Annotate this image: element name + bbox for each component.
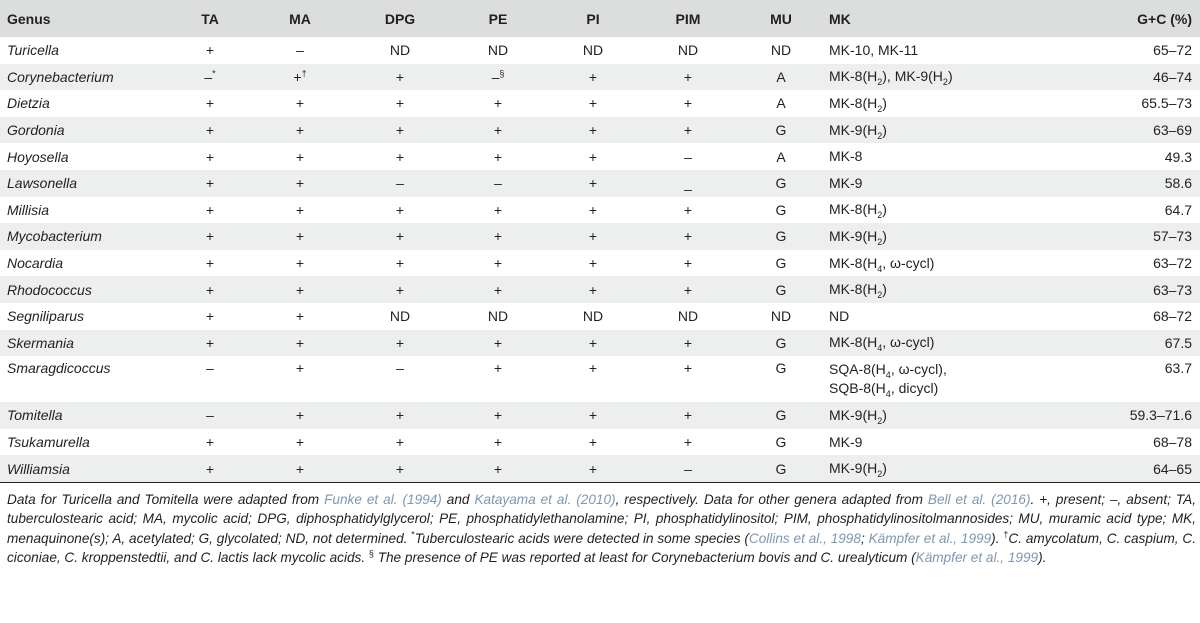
cell-mu: G	[775, 407, 787, 424]
cell-genus: Rhodococcus	[7, 281, 92, 298]
cell-pe: –	[494, 175, 502, 192]
table-row	[0, 455, 1200, 482]
cell-dpg: +	[395, 434, 405, 451]
cell-pe: ND	[487, 42, 509, 59]
cell-ma: +†	[293, 68, 307, 85]
cell-pi: +	[588, 360, 598, 377]
cell-gc: 65–72	[1153, 42, 1192, 59]
cell-gc: 63.7	[1164, 360, 1192, 377]
cell-ta: –*	[204, 68, 216, 85]
cell-genus: Corynebacterium	[7, 68, 114, 85]
cell-gc: 63–73	[1153, 281, 1192, 298]
table-row	[0, 64, 1200, 91]
cell-genus: Turicella	[7, 42, 59, 59]
cell-pim: +	[683, 68, 693, 85]
cell-pi: +	[588, 228, 598, 245]
cell-dpg: +	[395, 460, 405, 477]
table-row	[0, 330, 1200, 357]
cell-pe: +	[493, 281, 503, 298]
table-row	[0, 90, 1200, 117]
cell-genus: Lawsonella	[7, 175, 78, 192]
cell-gc: 63–69	[1153, 122, 1192, 139]
cell-ta: +	[205, 122, 215, 139]
table-row	[0, 303, 1200, 330]
cell-mu: G	[775, 460, 787, 477]
cell-dpg: +	[395, 281, 405, 298]
cell-mk	[826, 303, 1036, 330]
cell-mu: ND	[770, 42, 792, 59]
cell-ta: –	[206, 407, 214, 424]
cell-pi: +	[588, 407, 598, 424]
cell-mk	[826, 223, 1036, 250]
cell-pim: –	[684, 148, 692, 165]
citation-link[interactable]: Kämpfer et al., 1999	[868, 530, 992, 546]
cell-dpg: +	[395, 407, 405, 424]
cell-gc: 64–65	[1153, 460, 1192, 477]
cell-mk	[826, 356, 1036, 402]
cell-mk-line: SQA-$8(H_4$, ω-cycl),	[829, 361, 947, 380]
cell-dpg: +	[395, 68, 405, 85]
cell-mk	[826, 170, 1036, 197]
header-dpg: DPG	[384, 10, 416, 27]
cell-ta: +	[205, 148, 215, 165]
cell-gc: 65.5–73	[1141, 95, 1192, 112]
cell-pim: +	[683, 281, 693, 298]
cell-pe: +	[493, 360, 503, 377]
cell-pe: +	[493, 460, 503, 477]
cell-ma: +	[295, 281, 305, 298]
cell-mk-line: SQB-$8(H_4$, dicycl)	[829, 380, 939, 399]
cell-mk	[826, 197, 1036, 224]
cell-mu: G	[775, 228, 787, 245]
footnote-text: ).	[991, 530, 1004, 546]
header-ta: TA	[201, 10, 219, 27]
cell-ta: +	[205, 42, 215, 59]
cell-pi: +	[588, 255, 598, 272]
cell-ta: +	[205, 334, 215, 351]
cell-pim: +	[683, 434, 693, 451]
cell-pi: +	[588, 434, 598, 451]
cell-mu: A	[776, 95, 786, 112]
cell-pe: +	[493, 201, 503, 218]
cell-genus: Dietzia	[7, 95, 50, 112]
cell-ta: +	[205, 95, 215, 112]
cell-gc: 59.3–71.6	[1129, 407, 1192, 424]
cell-genus: Segniliparus	[7, 308, 85, 325]
cell-pim: ND	[677, 42, 699, 59]
cell-pi: +	[588, 175, 598, 192]
cell-ta: +	[205, 281, 215, 298]
cell-dpg: –	[396, 175, 404, 192]
citation-link[interactable]: Katayama et al. (2010)	[474, 491, 616, 507]
table-row	[0, 143, 1200, 170]
cell-pe: +	[493, 407, 503, 424]
table-row	[0, 356, 1200, 402]
cell-gc: 57–73	[1153, 228, 1192, 245]
cell-pim: +	[683, 407, 693, 424]
cell-pi: +	[588, 460, 598, 477]
table-row	[0, 402, 1200, 429]
cell-mu: G	[775, 255, 787, 272]
cell-dpg: +	[395, 201, 405, 218]
cell-mk-line: $MK-8(H_2)$	[829, 94, 887, 114]
cell-mk	[826, 90, 1036, 117]
cell-gc: 58.6	[1164, 175, 1192, 192]
cell-mu: A	[776, 148, 786, 165]
footnote-symbol: §	[368, 548, 374, 559]
cell-ta: +	[205, 175, 215, 192]
cell-genus: Mycobacterium	[7, 228, 102, 245]
header-gc: G+C (%)	[1137, 10, 1192, 27]
cell-ma: +	[295, 434, 305, 451]
citation-link[interactable]: Kämpfer et al., 1999	[915, 550, 1039, 566]
footnote-text: . +, present; –, absent; TA, tuberculostearic acid; MA, mycolic acid; DPG, diphosphatidylglycerol; PE, phosphatidylethanolamine; PI, phosphatidylinositol; PIM, phosphatidylinositolmannosides; MU, muramic acid type; MK, menaquinone(s); A, acetylated; G, glycolated; ND, not determined.	[7, 491, 1197, 546]
cell-pe: +	[493, 95, 503, 112]
cell-mk	[826, 143, 1036, 170]
cell-pi: +	[588, 95, 598, 112]
cell-mk-line: $MK-9(H_2)$	[829, 460, 887, 479]
cell-ma: +	[295, 228, 305, 245]
footnote-text: ;	[860, 530, 869, 546]
cell-ta: –	[206, 360, 214, 377]
cell-mk-line: $MK-9(H_2)$	[829, 227, 887, 247]
table-body	[0, 37, 1200, 482]
cell-pi: ND	[582, 308, 604, 325]
footnote-text: , respectively. Data for other genera adapted from	[615, 491, 928, 507]
citation-link[interactable]: Bell et al. (2016)	[927, 491, 1031, 507]
cell-gc: 67.5	[1164, 334, 1192, 351]
cell-mu: G	[775, 281, 787, 298]
cell-pe: +	[493, 434, 503, 451]
cell-pe: –§	[491, 68, 505, 85]
cell-dpg: +	[395, 122, 405, 139]
cell-pim: +	[683, 360, 693, 377]
cell-ma: +	[295, 122, 305, 139]
cell-ta: +	[205, 228, 215, 245]
cell-genus: Millisia	[7, 201, 49, 218]
cell-mu: A	[776, 68, 786, 85]
table-row	[0, 170, 1200, 197]
table-row	[0, 223, 1200, 250]
cell-mu: G	[775, 434, 787, 451]
table-row	[0, 276, 1200, 303]
cell-ta: +	[205, 434, 215, 451]
cell-pi: +	[588, 68, 598, 85]
cell-ma: +	[295, 360, 305, 377]
table-header-row	[0, 0, 1200, 37]
footnote-text: ).	[1038, 550, 1047, 566]
footnote-text: C. amycolatum, C. caspium, C. ciconiae, C. kroppenstedtii, and C. lactis lack mycolic acids.	[7, 530, 1196, 566]
citation-link[interactable]: Collins et al., 1998	[748, 530, 861, 546]
cell-pim: +	[683, 228, 693, 245]
cell-pi: +	[588, 122, 598, 139]
cell-gc: 68–78	[1153, 434, 1192, 451]
citation-link[interactable]: Funke et al. (1994)	[324, 491, 442, 507]
cell-mu: G	[775, 334, 787, 351]
cell-ta: +	[205, 201, 215, 218]
footnote-text: The presence of PE was reported at least for Corynebacterium bovis and C. urealyticum (	[373, 550, 916, 566]
cell-mk-line: $MK-8(H_2)$	[829, 281, 887, 300]
cell-genus: Tsukamurella	[7, 434, 90, 451]
cell-dpg: +	[395, 334, 405, 351]
cell-pim: –	[684, 460, 692, 477]
cell-pe: ND	[487, 308, 509, 325]
cell-mk-line: $MK-9(H_2)$	[829, 406, 887, 426]
footnote-text: Data for Turicella and Tomitella were adapted from	[7, 491, 325, 507]
cell-mk-line: $MK-8(H_2)$	[829, 201, 887, 221]
footnote-text: Tuberculostearic acids were detected in some species (	[414, 530, 749, 546]
cell-mu: G	[775, 360, 787, 377]
cell-genus: Smaragdicoccus	[7, 360, 111, 377]
cell-ma: +	[295, 95, 305, 112]
cell-mk	[826, 402, 1036, 429]
cell-pi: +	[588, 201, 598, 218]
footnote-text: and	[441, 491, 475, 507]
cell-ta: +	[205, 308, 215, 325]
cell-pi: ND	[582, 42, 604, 59]
cell-pim: _	[684, 175, 692, 192]
cell-mk	[826, 37, 1036, 64]
cell-mu: G	[775, 122, 787, 139]
cell-genus: Nocardia	[7, 255, 64, 272]
cell-mu: G	[775, 175, 787, 192]
cell-pi: +	[588, 148, 598, 165]
table-row	[0, 117, 1200, 144]
cell-pe: +	[493, 255, 503, 272]
cell-pim: +	[683, 255, 693, 272]
header-mk: MK	[829, 10, 851, 27]
cell-gc: 64.7	[1164, 201, 1192, 218]
cell-gc: 49.3	[1164, 148, 1192, 165]
cell-ma: +	[295, 334, 305, 351]
cell-genus: Williamsia	[7, 460, 70, 477]
cell-mk-line: MK-8	[829, 148, 863, 165]
cell-ma: +	[295, 407, 305, 424]
table-footnote	[0, 483, 1200, 568]
cell-mk-line: $MK-9(H_2)$	[829, 121, 887, 141]
cell-pe: +	[493, 228, 503, 245]
cell-mk	[826, 455, 1036, 482]
cell-ma: +	[295, 460, 305, 477]
cell-mk	[826, 330, 1036, 357]
cell-mk	[826, 276, 1036, 303]
cell-mu: G	[775, 201, 787, 218]
cell-ma: +	[295, 148, 305, 165]
header-ma: MA	[289, 10, 311, 27]
footnote-symbol: *	[411, 529, 415, 540]
cell-mk-line: ND	[829, 307, 850, 324]
table-row	[0, 250, 1200, 277]
cell-dpg: +	[395, 95, 405, 112]
cell-mk-line: $MK-8(H_4$, ω-cycl)	[829, 334, 935, 354]
cell-pim: +	[683, 95, 693, 112]
cell-dpg: –	[396, 360, 404, 377]
cell-dpg: +	[395, 255, 405, 272]
cell-pim: ND	[677, 308, 699, 325]
table-row	[0, 197, 1200, 224]
cell-mk-line: $MK-8(H_4$, ω-cycl)	[829, 254, 935, 274]
cell-mk-line: MK-9	[829, 433, 863, 450]
cell-ma: +	[295, 175, 305, 192]
header-pim: PIM	[675, 10, 701, 27]
cell-genus: Tomitella	[7, 407, 63, 424]
cell-pim: +	[683, 122, 693, 139]
cell-mu: ND	[770, 308, 792, 325]
cell-pi: +	[588, 334, 598, 351]
cell-mk-line: MK-10, MK-11	[829, 41, 919, 58]
cell-ma: –	[296, 42, 304, 59]
cell-pim: +	[683, 201, 693, 218]
cell-pi: +	[588, 281, 598, 298]
header-genus: Genus	[7, 10, 51, 27]
cell-pe: +	[493, 122, 503, 139]
cell-genus: Gordonia	[7, 122, 65, 139]
cell-dpg: +	[395, 228, 405, 245]
cell-mk-line: MK-9	[829, 174, 863, 191]
cell-mk	[826, 429, 1036, 456]
cell-dpg: ND	[389, 42, 411, 59]
cell-ma: +	[295, 201, 305, 218]
cell-ta: +	[205, 460, 215, 477]
cell-mk	[826, 250, 1036, 277]
cell-mk-line: $MK-8(H_2)$, $MK-9(H_2)$	[829, 68, 953, 88]
cell-ma: +	[295, 255, 305, 272]
table-row	[0, 429, 1200, 456]
cell-mk	[826, 117, 1036, 144]
header-pi: PI	[586, 10, 600, 27]
header-mu: MU	[770, 10, 792, 27]
cell-pe: +	[493, 148, 503, 165]
cell-pim: +	[683, 334, 693, 351]
cell-ma: +	[295, 308, 305, 325]
cell-gc: 68–72	[1153, 308, 1192, 325]
cell-genus: Skermania	[7, 334, 74, 351]
cell-gc: 46–74	[1153, 68, 1192, 85]
cell-dpg: ND	[389, 308, 411, 325]
cell-genus: Hoyosella	[7, 148, 69, 165]
footnote-symbol: †	[1003, 529, 1009, 540]
cell-pe: +	[493, 334, 503, 351]
header-pe: PE	[488, 10, 508, 27]
cell-gc: 63–72	[1153, 255, 1192, 272]
cell-ta: +	[205, 255, 215, 272]
table-row	[0, 37, 1200, 64]
cell-mk	[826, 64, 1036, 91]
cell-dpg: +	[395, 148, 405, 165]
